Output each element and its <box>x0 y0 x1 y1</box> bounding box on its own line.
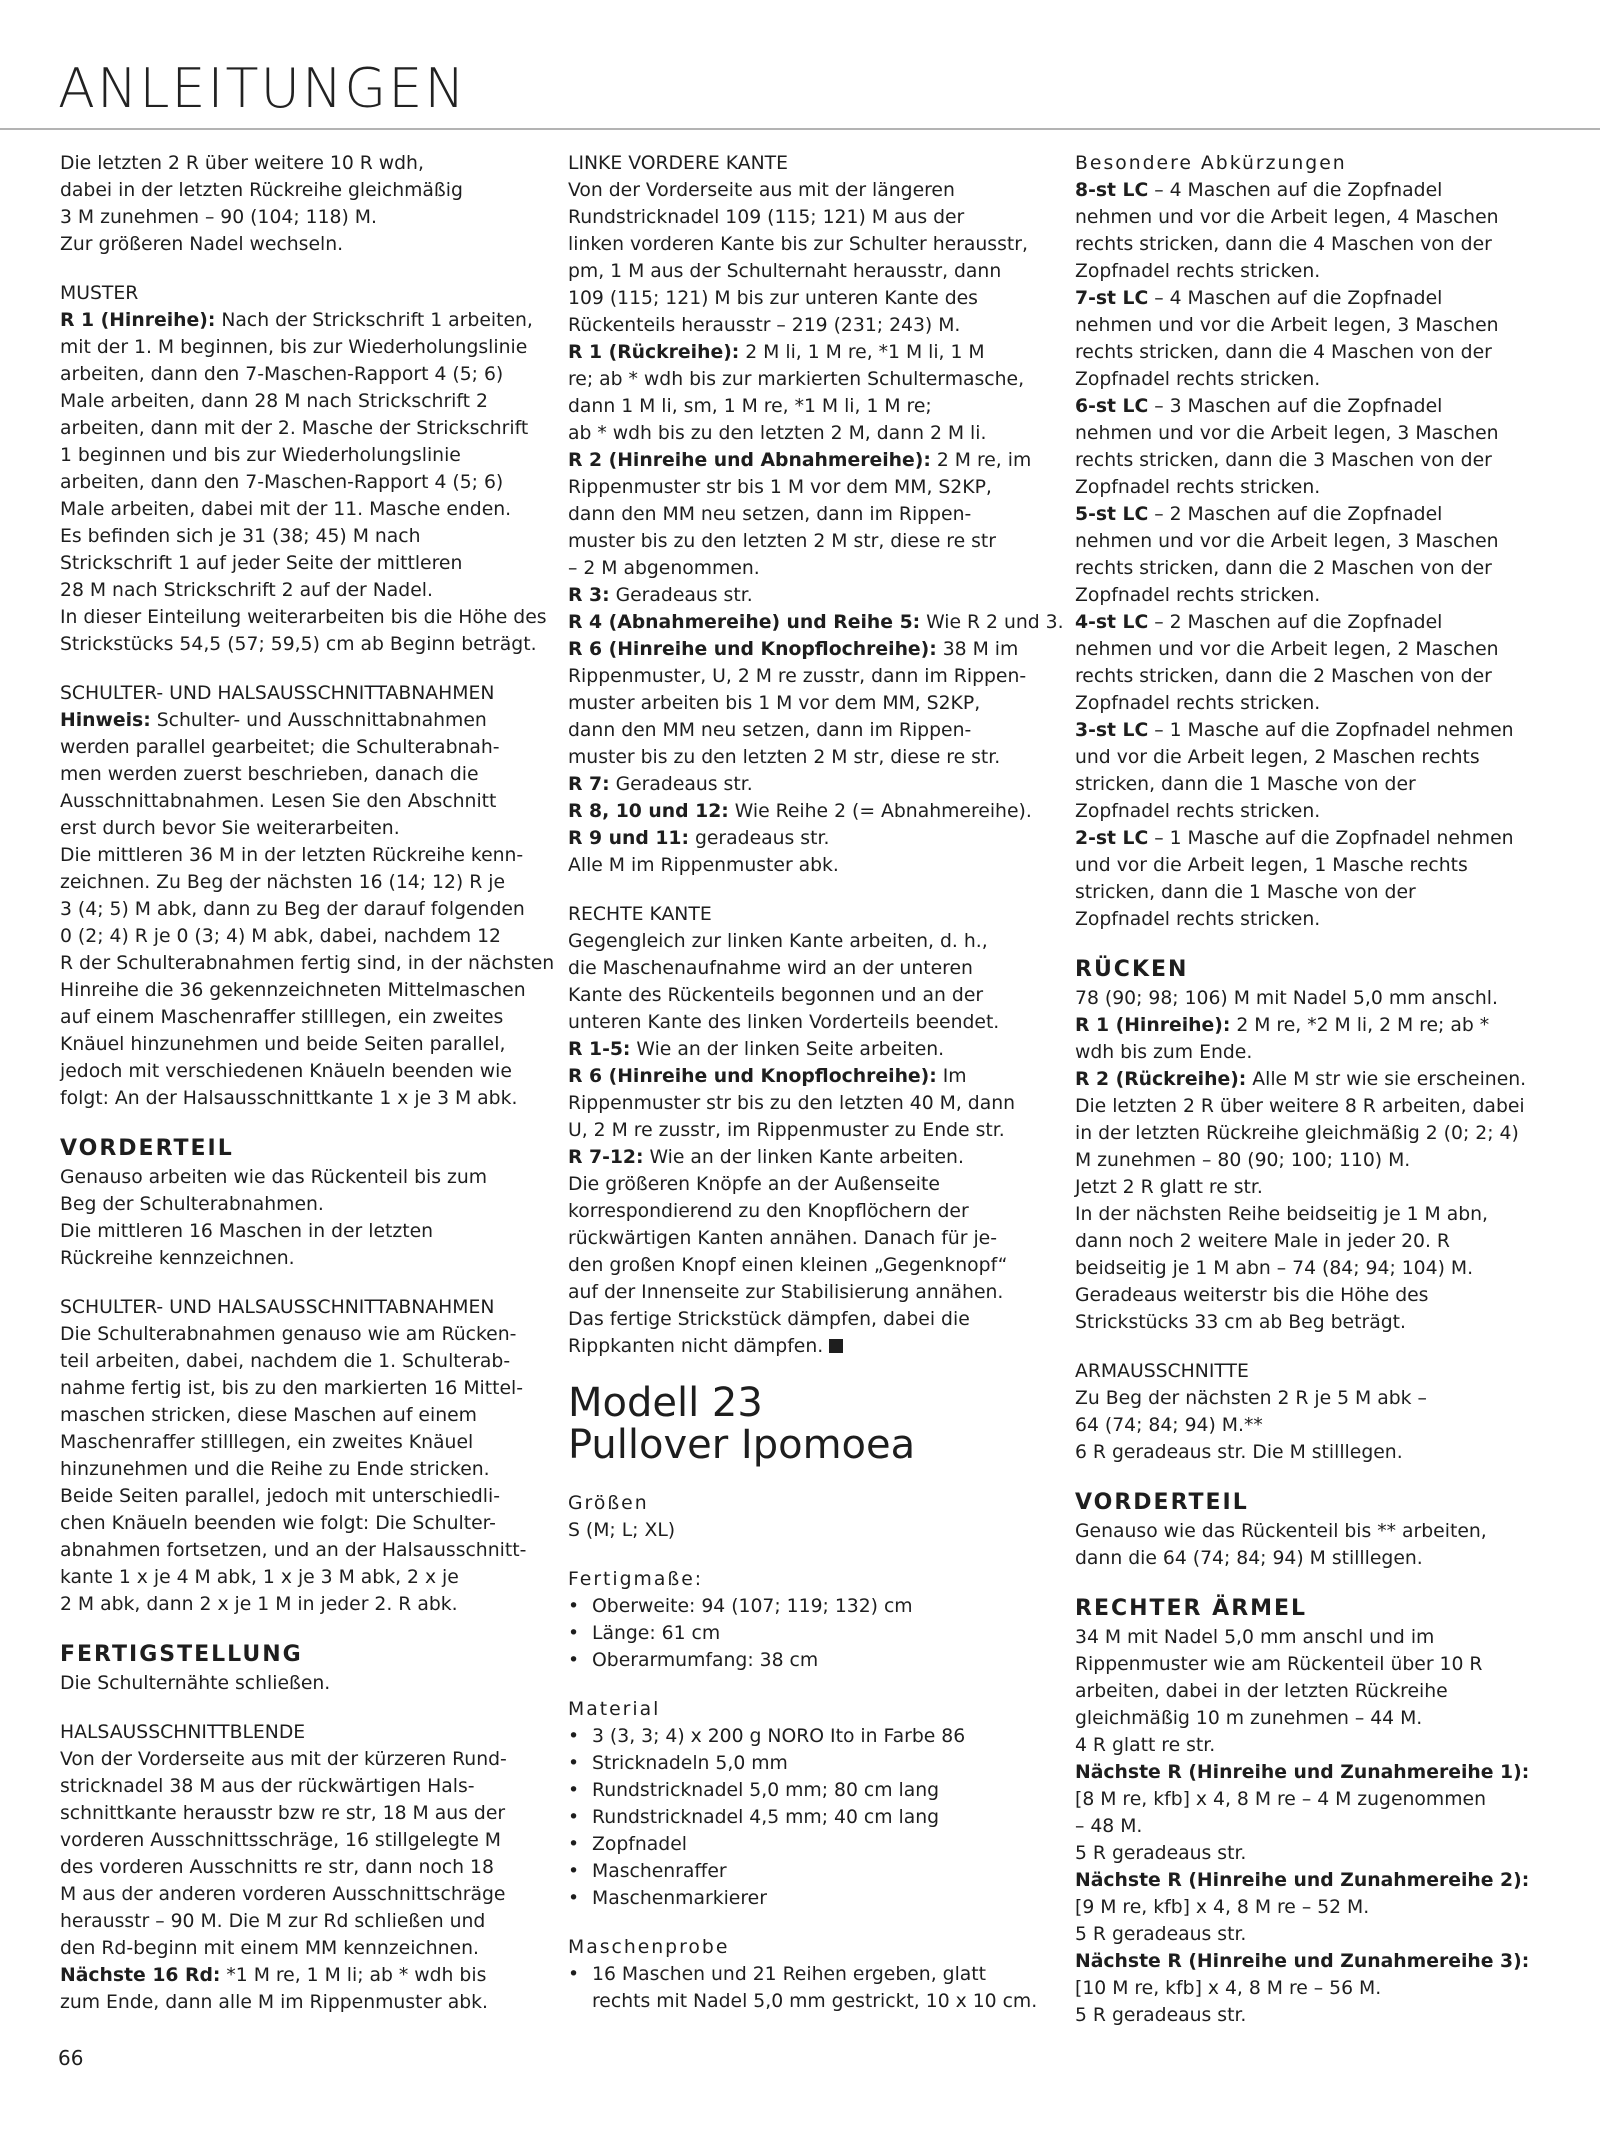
bullet-icon: • <box>568 1650 580 1671</box>
material-list <box>568 1723 1038 1912</box>
text-line: Strickstücks 33 cm ab Beg beträgt. <box>1075 1312 1406 1333</box>
section-armausschnitte <box>1075 1358 1553 1466</box>
section-heading-vorderteil: VORDERTEIL <box>60 1136 234 1161</box>
model-number: Modell 23 <box>568 1380 763 1426</box>
text-line: 3 M zunehmen – 90 (104; 118) M. <box>60 207 377 228</box>
text-line: Zopfnadel rechts stricken. <box>1075 909 1321 930</box>
text-line: Die größeren Knöpfe an der Außenseite <box>568 1174 940 1195</box>
text-line: chen Knäueln beenden wie folgt: Die Schulter- <box>60 1513 496 1534</box>
text-line: muster arbeiten bis 1 M vor dem MM, S2KP, <box>568 693 981 714</box>
text-line: Zopfnadel rechts stricken. <box>1075 261 1321 282</box>
list-item-text: Länge: 61 cm <box>592 1623 721 1644</box>
text-line: arbeiten, dann mit der 2. Masche der Strickschrift <box>60 418 529 439</box>
subheading-schulter: SCHULTER- UND HALSAUSSCHNITTABNAHMEN <box>60 1297 495 1318</box>
abbr-label: 7-st LC <box>1075 288 1149 309</box>
list-item-text: Oberarmumfang: 38 cm <box>592 1650 819 1671</box>
text-line: R der Schulterabnahmen fertig sind, in der nächsten <box>60 953 555 974</box>
text-line: nahme fertig ist, bis zu den markierten 16 Mittel- <box>60 1378 524 1399</box>
text-line: Strickstücks 54,5 (57; 59,5) cm ab Beginn beträgt. <box>60 634 537 655</box>
row-label: Nächste R (Hinreihe und Zunahmereihe 3): <box>1075 1951 1530 1972</box>
row-label: R 3: <box>568 585 610 606</box>
abbr-text: – 2 Maschen auf die Zopfnadel <box>1148 504 1443 525</box>
text-line: vorderen Ausschnittsschräge, 16 stillgelegte M <box>60 1830 501 1851</box>
section-schulter-ruecken <box>60 680 555 1112</box>
row-label: R 2 (Hinreihe und Abnahmereihe): <box>568 450 931 471</box>
text-line: Zopfnadel rechts stricken. <box>1075 693 1321 714</box>
text-line: [8 M re, kfb] x 4, 8 M re – 4 M zugenommen <box>1075 1789 1486 1810</box>
text-line: Kante des Rückenteils begonnen und an der <box>568 985 984 1006</box>
row-text: Wie an der linken Kante arbeiten. <box>643 1147 964 1168</box>
list-item <box>568 1620 1038 1647</box>
row-label: R 2 (Rückreihe): <box>1075 1069 1247 1090</box>
section-linke-vordere-kante <box>568 150 1064 879</box>
model-name: Pullover Ipomoea <box>568 1422 916 1468</box>
text-line: Male arbeiten, dann 28 M nach Strickschrift 2 <box>60 391 488 412</box>
page-header <box>0 0 1600 130</box>
text-line: Zopfnadel rechts stricken. <box>1075 585 1321 606</box>
bullet-icon: • <box>568 1623 580 1644</box>
text-line: muster bis zu den letzten 2 M str, diese re str <box>568 531 996 552</box>
list-item <box>568 1961 1038 1988</box>
bullet-icon: • <box>568 1861 580 1882</box>
subheading-fertigmasse: Fertigmaße: <box>568 1569 704 1590</box>
text-line: herausstr – 90 M. Die M zur Rd schließen und <box>60 1911 486 1932</box>
text-line: zeichnen. Zu Beg der nächsten 16 (14; 12) R je <box>60 872 506 893</box>
text-line: rechts stricken, dann die 4 Maschen von der <box>1075 234 1492 255</box>
text-line: Strickschrift 1 auf jeder Seite der mittleren <box>60 553 463 574</box>
text-line: abnahmen fortsetzen, und an der Halsausschnitt- <box>60 1540 527 1561</box>
text-line: U, 2 M re zusstr, im Rippenmuster zu Ende str. <box>568 1120 1005 1141</box>
text-line: Rippkanten nicht dämpfen. <box>568 1336 824 1357</box>
text-line: stricken, dann die 1 Masche von der <box>1075 882 1416 903</box>
section-heading-ruecken: RÜCKEN <box>1075 957 1189 982</box>
text-line: Jetzt 2 R glatt re str. <box>1075 1177 1263 1198</box>
row-text: Nach der Strickschrift 1 arbeiten, <box>215 310 533 331</box>
row-text: Wie R 2 und 3. <box>920 612 1064 633</box>
list-item-text: 3 (3, 3; 4) x 200 g NORO Ito in Farbe 86 <box>592 1726 966 1747</box>
list-item-text: Zopfnadel <box>592 1834 687 1855</box>
text-line: pm, 1 M aus der Schulternaht herausstr, dann <box>568 261 1002 282</box>
text-line: zum Ende, dann alle M im Rippenmuster abk. <box>60 1992 488 2013</box>
text-line: Von der Vorderseite aus mit der längeren <box>568 180 955 201</box>
section-heading-vorderteil: VORDERTEIL <box>1075 1490 1249 1515</box>
text-line: S (M; L; XL) <box>568 1520 676 1541</box>
list-item <box>568 1777 1038 1804</box>
text-line: dann den MM neu setzen, dann im Rippen- <box>568 720 972 741</box>
text-line: rechts stricken, dann die 2 Maschen von der <box>1075 558 1492 579</box>
section-ruecken <box>1075 955 1553 1336</box>
text-line: Rippenmuster, U, 2 M re zusstr, dann im Rippen- <box>568 666 1027 687</box>
text-line: arbeiten, dann den 7-Maschen-Rapport 4 (5; 6) <box>60 472 504 493</box>
subheading-groessen: Größen <box>568 1493 649 1514</box>
text-line: 78 (90; 98; 106) M mit Nadel 5,0 mm anschl. <box>1075 988 1498 1009</box>
text-line: men werden zuerst beschrieben, danach die <box>60 764 479 785</box>
subheading-linke-kante: LINKE VORDERE KANTE <box>568 153 788 174</box>
text-line: muster bis zu den letzten 2 M str, diese re str. <box>568 747 1001 768</box>
row-text: Wie an der linken Seite arbeiten. <box>630 1039 945 1060</box>
text-line: re; ab * wdh bis zur markierten Schultermasche, <box>568 369 1025 390</box>
text-line: Rundstricknadel 109 (115; 121) M aus der <box>568 207 965 228</box>
text-line: 4 R glatt re str. <box>1075 1735 1216 1756</box>
text-line: auf einem Maschenraffer stilllegen, ein zweites <box>60 1007 504 1028</box>
page-title: ANLEITUNGEN <box>58 57 467 120</box>
row-text: Geradeaus str. <box>609 774 753 795</box>
text-line: Die mittleren 36 M in der letzten Rückreihe kenn- <box>60 845 524 866</box>
section-heading-fertigstellung: FERTIGSTELLUNG <box>60 1642 303 1667</box>
text-line: Male arbeiten, dabei mit der 11. Masche enden. <box>60 499 512 520</box>
text-line: mit der 1. M beginnen, bis zur Wiederholungslinie <box>60 337 528 358</box>
text-line: Genauso wie das Rückenteil bis ** arbeiten, <box>1075 1521 1487 1542</box>
text-line: Beg der Schulterabnahmen. <box>60 1194 324 1215</box>
end-square-icon <box>829 1339 843 1353</box>
list-item-text: Stricknadeln 5,0 mm <box>592 1753 788 1774</box>
text-line: und vor die Arbeit legen, 2 Maschen rechts <box>1075 747 1480 768</box>
text-line: linken vorderen Kante bis zur Schulter herausstr, <box>568 234 1028 255</box>
text-line: rückwärtigen Kanten annähen. Danach für je- <box>568 1228 998 1249</box>
subheading-muster: MUSTER <box>60 283 139 304</box>
bullet-icon: • <box>568 1834 580 1855</box>
list-item-text: Oberweite: 94 (107; 119; 132) cm <box>592 1596 913 1617</box>
text-line: schnittkante herausstr bzw re str, 18 M aus der <box>60 1803 506 1824</box>
text-line: Rückenteils herausstr – 219 (231; 243) M. <box>568 315 961 336</box>
subheading-halsblende: HALSAUSSCHNITTBLENDE <box>60 1722 306 1743</box>
text-line: auf der Innenseite zur Stabilisierung annähen. <box>568 1282 1004 1303</box>
row-text: Wie Reihe 2 (= Abnahmereihe). <box>728 801 1032 822</box>
column-left <box>60 150 555 2016</box>
text-line: 109 (115; 121) M bis zur unteren Kante des <box>568 288 978 309</box>
text-line: In der nächsten Reihe beidseitig je 1 M abn, <box>1075 1204 1488 1225</box>
bullet-icon: • <box>568 1726 580 1747</box>
text-line: 0 (2; 4) R je 0 (3; 4) M abk, dabei, nachdem 12 <box>60 926 502 947</box>
column-right <box>1075 150 1553 2029</box>
text-line: 5 R geradeaus str. <box>1075 1924 1247 1945</box>
text-line: teil arbeiten, dabei, nachdem die 1. Schulterab- <box>60 1351 511 1372</box>
maschenprobe-list <box>568 1961 1038 2015</box>
subheading-abkuerzungen: Besondere Abkürzungen <box>1075 153 1347 174</box>
text-line: Hinreihe die 36 gekennzeichneten Mittelmaschen <box>60 980 526 1001</box>
text-line: Rückreihe kennzeichnen. <box>60 1248 295 1269</box>
row-label: R 6 (Hinreihe und Knopflochreihe): <box>568 639 937 660</box>
abbr-label: 4-st LC <box>1075 612 1149 633</box>
section-fertigmasse <box>568 1566 1038 1674</box>
list-item-text: rechts mit Nadel 5,0 mm gestrickt, 10 x 10 cm. <box>592 1991 1038 2012</box>
section-muster <box>60 280 547 658</box>
text-line: Zopfnadel rechts stricken. <box>1075 369 1321 390</box>
text-line: Maschenraffer stilllegen, ein zweites Knäuel <box>60 1432 474 1453</box>
list-item <box>568 1988 1038 2015</box>
abbr-label: 5-st LC <box>1075 504 1149 525</box>
section-fertigstellung <box>60 1640 530 1697</box>
text-line: hinzunehmen und die Reihe zu Ende stricken. <box>60 1459 490 1480</box>
text-line: 1 beginnen und bis zur Wiederholungslinie <box>60 445 461 466</box>
row-text: Alle M str wie sie erscheinen. <box>1246 1069 1527 1090</box>
abbr-label: 6-st LC <box>1075 396 1149 417</box>
row-text: Im <box>936 1066 967 1087</box>
list-item-text: Maschenmarkierer <box>592 1888 767 1909</box>
section-material <box>568 1696 1038 1912</box>
text-line: unteren Kante des linken Vorderteils beendet. <box>568 1012 1000 1033</box>
section-schulter-vorderteil <box>60 1294 530 1618</box>
bullet-icon: • <box>568 1596 580 1617</box>
list-item <box>568 1647 1038 1674</box>
text-line: Die mittleren 16 Maschen in der letzten <box>60 1221 434 1242</box>
abbr-text: – 4 Maschen auf die Zopfnadel <box>1148 288 1443 309</box>
text-line: 2 M abk, dann 2 x je 1 M in jeder 2. R abk. <box>60 1594 458 1615</box>
row-label: R 4 (Abnahmereihe) und Reihe 5: <box>568 612 921 633</box>
text-line: maschen stricken, diese Maschen auf einem <box>60 1405 477 1426</box>
section-halsausschnittblende <box>60 1719 530 2016</box>
list-item <box>568 1831 1038 1858</box>
text-line: Rippenmuster str bis zu den letzten 40 M, dann <box>568 1093 1016 1114</box>
abbr-text: – 1 Masche auf die Zopfnadel nehmen <box>1148 720 1514 741</box>
list-item <box>568 1858 1038 1885</box>
text-line: 5 R geradeaus str. <box>1075 1843 1247 1864</box>
text-line: 3 (4; 5) M abk, dann zu Beg der darauf folgenden <box>60 899 525 920</box>
row-label: Nächste R (Hinreihe und Zunahmereihe 2): <box>1075 1870 1530 1891</box>
row-label: Nächste 16 Rd: <box>60 1965 221 1986</box>
list-item-text: Rundstricknadel 4,5 mm; 40 cm lang <box>592 1807 940 1828</box>
hinweis-label: Hinweis: <box>60 710 151 731</box>
text-line: dabei in der letzten Rückreihe gleichmäßig <box>60 180 463 201</box>
intro-paragraph <box>60 150 530 258</box>
text-line: dann die 64 (74; 84; 94) M stilllegen. <box>1075 1548 1423 1569</box>
text-line: beidseitig je 1 M abn – 74 (84; 94; 104) M. <box>1075 1258 1474 1279</box>
section-maschenprobe <box>568 1934 1038 2015</box>
text-line: Beide Seiten parallel, jedoch mit unterschiedli- <box>60 1486 501 1507</box>
text-line: Rippenmuster str bis 1 M vor dem MM, S2KP, <box>568 477 992 498</box>
subheading-schulter: SCHULTER- UND HALSAUSSCHNITTABNAHMEN <box>60 683 495 704</box>
hinweis-text: Schulter- und Ausschnittabnahmen <box>150 710 487 731</box>
text-line: in der letzten Rückreihe gleichmäßig 2 (0; 2; 4) <box>1075 1123 1519 1144</box>
row-text: 38 M im <box>936 639 1019 660</box>
bullet-icon: • <box>568 1964 580 1985</box>
text-line: M zunehmen – 80 (90; 100; 110) M. <box>1075 1150 1411 1171</box>
bullet-icon: • <box>568 1888 580 1909</box>
list-item <box>568 1804 1038 1831</box>
text-line: Die Schulternähte schließen. <box>60 1673 331 1694</box>
list-item <box>568 1750 1038 1777</box>
text-line: den Rd-beginn mit einem MM kennzeichnen. <box>60 1938 479 1959</box>
text-line: nehmen und vor die Arbeit legen, 4 Maschen <box>1075 207 1499 228</box>
text-line: des vorderen Ausschnitts re str, dann noch 18 <box>60 1857 494 1878</box>
row-label: R 1 (Hinreihe): <box>1075 1015 1231 1036</box>
section-vorderteil <box>60 1134 530 1272</box>
list-item <box>568 1885 1038 1912</box>
abbr-text: – 3 Maschen auf die Zopfnadel <box>1148 396 1443 417</box>
text-line: [9 M re, kfb] x 4, 8 M re – 52 M. <box>1075 1897 1370 1918</box>
row-text: geradeaus str. <box>688 828 830 849</box>
row-label: R 1 (Hinreihe): <box>60 310 216 331</box>
text-line: 6 R geradeaus str. Die M stilllegen. <box>1075 1442 1403 1463</box>
section-rechte-kante <box>568 901 1038 1360</box>
subheading-armausschnitte: ARMAUSSCHNITTE <box>1075 1361 1249 1382</box>
text-line: Das fertige Strickstück dämpfen, dabei die <box>568 1309 970 1330</box>
text-line: kante 1 x je 4 M abk, 1 x je 3 M abk, 2 x je <box>60 1567 459 1588</box>
text-line: Die letzten 2 R über weitere 10 R wdh, <box>60 153 424 174</box>
list-item <box>568 1593 1038 1620</box>
row-label: R 9 und 11: <box>568 828 689 849</box>
text-line: Genauso arbeiten wie das Rückenteil bis zum <box>60 1167 488 1188</box>
text-line: In dieser Einteilung weiterarbeiten bis die Höhe des <box>60 607 547 628</box>
text-line: nehmen und vor die Arbeit legen, 3 Maschen <box>1075 315 1499 336</box>
section-abkuerzungen <box>1075 150 1553 933</box>
text-line: – 2 M abgenommen. <box>568 558 760 579</box>
row-label: R 1 (Rückreihe): <box>568 342 740 363</box>
text-line: Zopfnadel rechts stricken. <box>1075 801 1321 822</box>
text-line: dann den MM neu setzen, dann im Rippen- <box>568 504 972 525</box>
text-line: Knäuel hinzunehmen und beide Seiten parallel, <box>60 1034 506 1055</box>
text-line: Zu Beg der nächsten 2 R je 5 M abk – <box>1075 1388 1427 1409</box>
section-vorderteil-2 <box>1075 1488 1553 1572</box>
text-line: – 48 M. <box>1075 1816 1143 1837</box>
row-text: 2 M re, *2 M li, 2 M re; ab * <box>1230 1015 1490 1036</box>
abbr-label: 8-st LC <box>1075 180 1149 201</box>
page-number: 66 <box>58 2046 84 2070</box>
subheading-material: Material <box>568 1699 661 1720</box>
row-text: Geradeaus str. <box>609 585 753 606</box>
text-line: 34 M mit Nadel 5,0 mm anschl und im <box>1075 1627 1435 1648</box>
abbr-label: 2-st LC <box>1075 828 1149 849</box>
text-line: dann noch 2 weitere Male in jeder 20. R <box>1075 1231 1450 1252</box>
text-line: und vor die Arbeit legen, 1 Masche rechts <box>1075 855 1468 876</box>
subheading-maschenprobe: Maschenprobe <box>568 1937 730 1958</box>
abbr-text: – 1 Masche auf die Zopfnadel nehmen <box>1148 828 1514 849</box>
text-line: nehmen und vor die Arbeit legen, 3 Maschen <box>1075 531 1499 552</box>
text-line: [10 M re, kfb] x 4, 8 M re – 56 M. <box>1075 1978 1382 1999</box>
text-line: gleichmäßig 10 m zunehmen – 44 M. <box>1075 1708 1423 1729</box>
text-line: Es befinden sich je 31 (38; 45) M nach <box>60 526 421 547</box>
column-middle <box>568 150 1064 2015</box>
list-item <box>568 1723 1038 1750</box>
text-line: Ausschnittabnahmen. Lesen Sie den Abschnitt <box>60 791 497 812</box>
row-text: *1 M re, 1 M li; ab * wdh bis <box>220 1965 487 1986</box>
text-line: Geradeaus weiterstr bis die Höhe des <box>1075 1285 1429 1306</box>
text-line: erst durch bevor Sie weiterarbeiten. <box>60 818 400 839</box>
text-line: arbeiten, dann den 7-Maschen-Rapport 4 (5; 6) <box>60 364 504 385</box>
section-heading-rechter-aermel: RECHTER ÄRMEL <box>1075 1596 1308 1621</box>
row-label: R 7: <box>568 774 610 795</box>
row-label: R 1-5: <box>568 1039 631 1060</box>
bullet-icon: • <box>568 1780 580 1801</box>
text-line: M aus der anderen vorderen Ausschnittschräge <box>60 1884 506 1905</box>
text-line: Gegengleich zur linken Kante arbeiten, d. h., <box>568 931 988 952</box>
text-line: Von der Vorderseite aus mit der kürzeren Rund- <box>60 1749 507 1770</box>
text-line: rechts stricken, dann die 3 Maschen von der <box>1075 450 1492 471</box>
text-line: die Maschenaufnahme wird an der unteren <box>568 958 973 979</box>
abbr-text: – 2 Maschen auf die Zopfnadel <box>1148 612 1443 633</box>
text-line: jedoch mit verschiedenen Knäueln beenden wie <box>60 1061 512 1082</box>
text-line: stricknadel 38 M aus der rückwärtigen Hals- <box>60 1776 475 1797</box>
abbr-label: 3-st LC <box>1075 720 1149 741</box>
text-line: Die letzten 2 R über weitere 8 R arbeiten, dabei <box>1075 1096 1525 1117</box>
text-line: arbeiten, dabei in der letzten Rückreihe <box>1075 1681 1448 1702</box>
text-line: wdh bis zum Ende. <box>1075 1042 1253 1063</box>
text-line: Alle M im Rippenmuster abk. <box>568 855 839 876</box>
row-label: R 8, 10 und 12: <box>568 801 729 822</box>
text-line: werden parallel gearbeitet; die Schulterabnah- <box>60 737 500 758</box>
text-line: Zur größeren Nadel wechseln. <box>60 234 344 255</box>
text-line: Zopfnadel rechts stricken. <box>1075 477 1321 498</box>
list-item-text: 16 Maschen und 21 Reihen ergeben, glatt <box>592 1964 987 1985</box>
row-label: R 6 (Hinreihe und Knopflochreihe): <box>568 1066 937 1087</box>
text-line: nehmen und vor die Arbeit legen, 3 Maschen <box>1075 423 1499 444</box>
row-text: 2 M re, im <box>930 450 1032 471</box>
text-line: Die Schulterabnahmen genauso wie am Rücken- <box>60 1324 517 1345</box>
row-label: Nächste R (Hinreihe und Zunahmereihe 1): <box>1075 1762 1530 1783</box>
header-rule <box>0 128 1600 130</box>
bullet-icon: • <box>568 1753 580 1774</box>
text-line: 28 M nach Strickschrift 2 auf der Nadel. <box>60 580 433 601</box>
list-item-text: Rundstricknadel 5,0 mm; 80 cm lang <box>592 1780 940 1801</box>
bullet-icon: • <box>568 1807 580 1828</box>
section-rechter-aermel <box>1075 1594 1553 2029</box>
text-line: ab * wdh bis zu den letzten 2 M, dann 2 M li. <box>568 423 987 444</box>
text-line: 5 R geradeaus str. <box>1075 2005 1247 2026</box>
fertigmasse-list <box>568 1593 1038 1674</box>
text-line: dann 1 M li, sm, 1 M re, *1 M li, 1 M re; <box>568 396 932 417</box>
text-line: Rippenmuster wie am Rückenteil über 10 R <box>1075 1654 1483 1675</box>
text-line: 64 (74; 84; 94) M.** <box>1075 1415 1263 1436</box>
text-line: korrespondierend zu den Knopflöchern der <box>568 1201 969 1222</box>
text-line: folgt: An der Halsausschnittkante 1 x je 3 M abk. <box>60 1088 518 1109</box>
section-groessen <box>568 1490 1038 1544</box>
row-text: 2 M li, 1 M re, *1 M li, 1 M <box>739 342 985 363</box>
model-title <box>568 1382 1038 1466</box>
text-line: rechts stricken, dann die 4 Maschen von der <box>1075 342 1492 363</box>
text-line: nehmen und vor die Arbeit legen, 2 Maschen <box>1075 639 1499 660</box>
text-line: stricken, dann die 1 Masche von der <box>1075 774 1416 795</box>
row-label: R 7-12: <box>568 1147 644 1168</box>
list-item-text: Maschenraffer <box>592 1861 727 1882</box>
text-line: rechts stricken, dann die 2 Maschen von der <box>1075 666 1492 687</box>
abbr-text: – 4 Maschen auf die Zopfnadel <box>1148 180 1443 201</box>
subheading-rechte-kante: RECHTE KANTE <box>568 904 712 925</box>
text-line: den großen Knopf einen kleinen „Gegenknopf“ <box>568 1255 1008 1276</box>
